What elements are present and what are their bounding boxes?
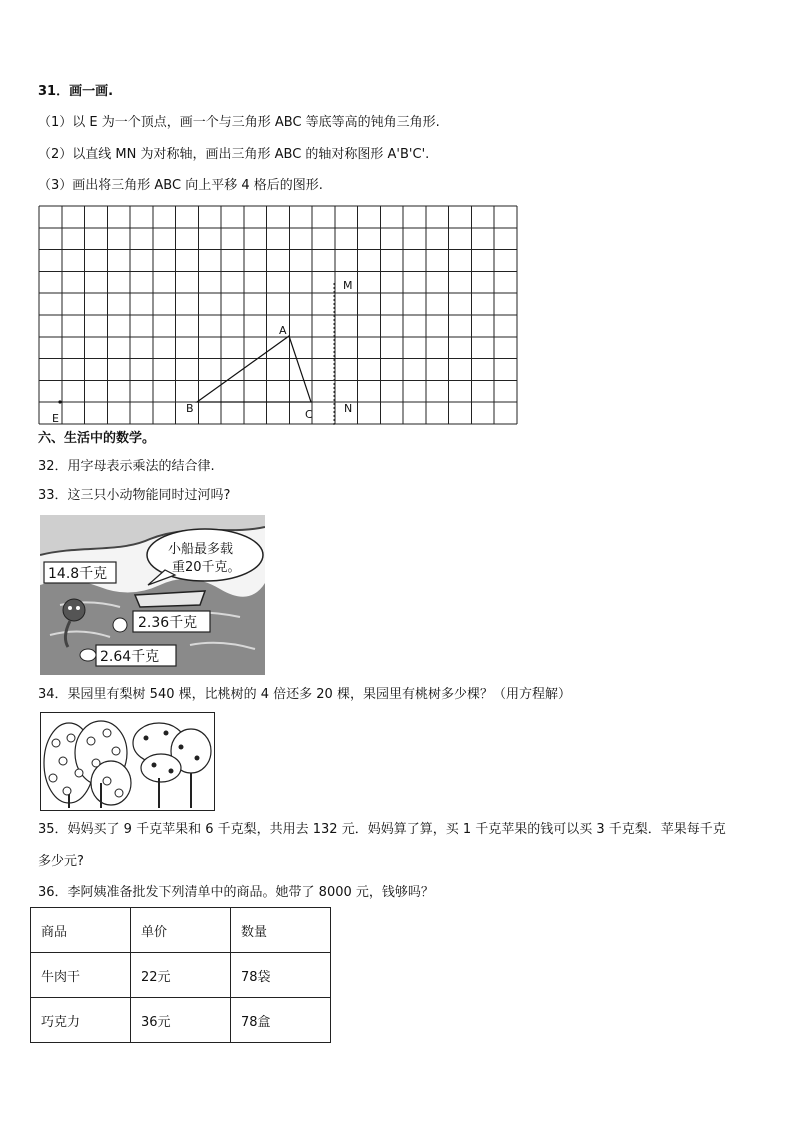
table-header-cell: 单价 — [131, 908, 231, 953]
label-e: E — [52, 412, 59, 425]
q36-text: 36．李阿姨准备批发下列清单中的商品。她带了 8000 元，钱够吗？ — [38, 885, 434, 900]
table-cell: 巧克力 — [31, 998, 131, 1043]
point-e — [58, 400, 61, 403]
label-c: C — [305, 408, 313, 421]
monkey — [63, 599, 85, 621]
table-header-row — [31, 908, 331, 953]
label-m: M — [343, 279, 353, 292]
q31-title: 31．画一画. — [38, 84, 114, 99]
table-cell: 22元 — [131, 953, 231, 998]
weight-label-2: 2.36千克 — [138, 615, 198, 631]
q35-line-1: 35．妈妈买了 9 千克苹果和 6 千克梨，共用去 132 元．妈妈算了算，买 1 千克苹果的钱可以买 3 千克梨．苹果每千克 — [38, 822, 726, 837]
table-cell: 牛肉干 — [31, 953, 131, 998]
q32-text: 32．用字母表示乘法的结合律. — [38, 459, 215, 474]
weight-label-1: 14.8千克 — [48, 566, 108, 582]
rabbit — [113, 618, 127, 632]
goods-table — [30, 907, 331, 1043]
bubble-line-2: 重20千克。 — [172, 560, 241, 575]
table-row — [31, 953, 331, 998]
triangle-abc — [197, 336, 311, 402]
table-header-cell: 数量 — [231, 908, 331, 953]
q31-item-1: （1）以 E 为一个顶点，画一个与三角形 ABC 等底等高的钝角三角形. — [38, 115, 440, 130]
q35-line-2: 多少元? — [38, 854, 84, 869]
q33-text: 33．这三只小动物能同时过河吗? — [38, 488, 231, 503]
weight-label-3: 2.64千克 — [100, 649, 160, 665]
table-cell: 78袋 — [231, 953, 331, 998]
q31-item-2: （2）以直线 MN 为对称轴，画出三角形 ABC 的轴对称图形 A'B'C'. — [38, 147, 430, 162]
q31-item-3: （3）画出将三角形 ABC 向上平移 4 格后的图形. — [38, 178, 323, 193]
q34-text: 34．果园里有梨树 540 棵，比桃树的 4 倍还多 20 棵，果园里有桃树多少棵？（用方程解） — [38, 687, 571, 702]
table-cell: 36元 — [131, 998, 231, 1043]
label-n: N — [344, 402, 353, 415]
label-a: A — [279, 324, 287, 337]
duck — [80, 649, 96, 661]
table-cell: 78盒 — [231, 998, 331, 1043]
table-header-cell: 商品 — [31, 908, 131, 953]
section-6-heading: 六、生活中的数学。 — [38, 431, 156, 446]
bubble-line-1: 小船最多载 — [168, 542, 234, 557]
drawing-grid — [38, 205, 518, 427]
label-b: B — [186, 402, 194, 415]
table-row — [31, 998, 331, 1043]
river-illustration — [40, 515, 265, 675]
orchard-illustration — [40, 712, 215, 811]
